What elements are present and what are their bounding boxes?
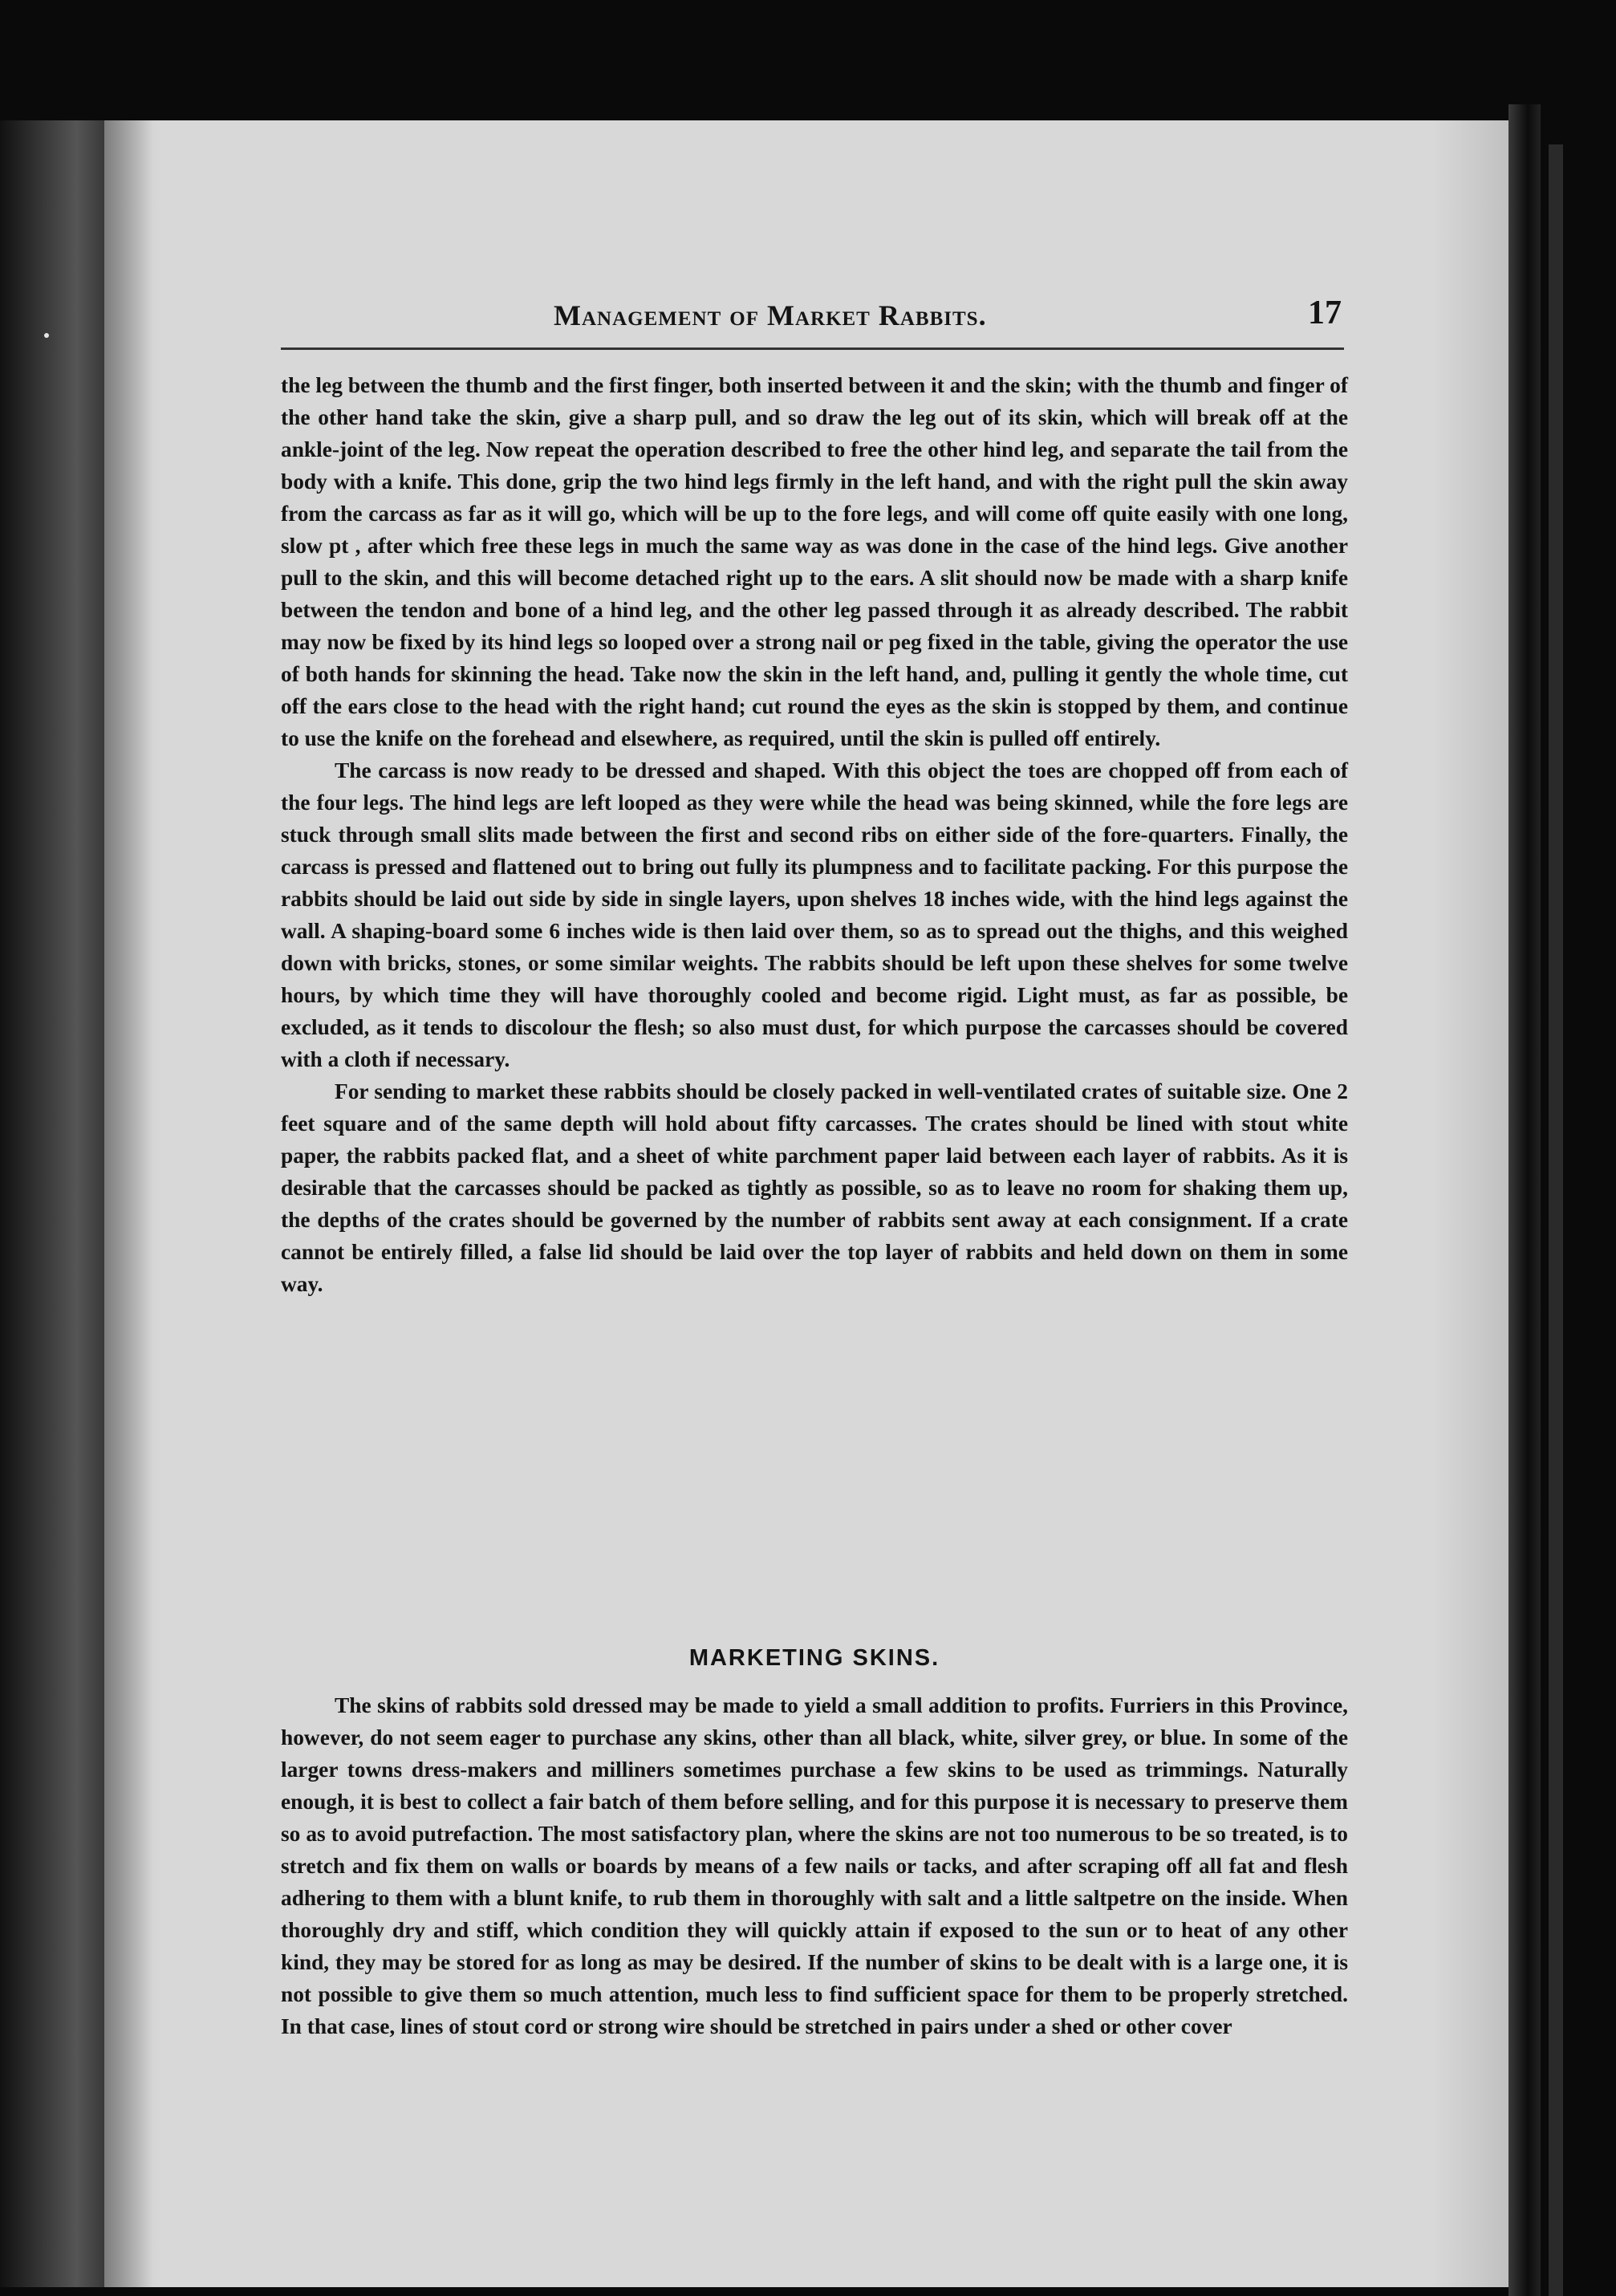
running-head: Management of Market Rabbits. — [554, 299, 987, 331]
paragraph-skinning-continued: the leg between the thumb and the first finger, both inserted between it and the skin; with the thumb and finger of the other hand take the skin, give a sharp pull, and so draw the leg out of its skin, which will break off at the ankle-joint of the leg. Now repeat the operation described to free the other hind leg, and separate the tail from the body with a knife. This done, grip the two hind legs firmly in the left hand, and with the right pull the skin away from the carcass as far as it will go, which will be up to the fore legs, and will come off quite easily with one long, slow pt , after which free these legs in much the same way as was done in the case of the hind legs. Give another pull to the skin, and this will become detached right up to the ears. A slit should now be made with a sharp knife between the tendon and bone of a hind leg, and the other leg passed through it as already described. The rabbit may now be fixed by its hind legs so looped over a strong nail or peg fixed in the table, giving the operator the use of both hands for skinning the head. Take now the skin in the left hand, and, pulling it gently the whole time, cut off the ears close to the head with the right hand; cut round the eyes as the skin is stopped by them, and continue to use the knife on the forehead and elsewhere, as required, until the skin is pulled off entirely. — [281, 373, 1348, 750]
paper-speck — [44, 333, 49, 338]
paragraph-marketing-skins: The skins of rabbits sold dressed may be made to yield a small addition to profits. Furriers in this Province, however, do not seem eager to purchase any skins, other than all black, white, silver grey, or blue. In some of the larger towns dress-makers and milliners sometimes purchase a few skins to be used as trimmings. Naturally enough, it is best to collect a fair batch of them before selling, and for this purpose it is necessary to preserve them so as to avoid putrefaction. The most satisfactory plan, where the skins are not too numerous to be so treated, is to stretch and fix them on walls or boards by means of a few nails or tacks, and after scraping off all fat and flesh adhering to them with a blunt knife, to rub them in thoroughly with salt and a little saltpetre on the inside. When thoroughly dry and stiff, which condition they will quickly attain if exposed to the sun or to heat of any other kind, they may be stored for as long as may be desired. If the number of skins to be dealt with is a large one, it is not possible to give them so much attention, much less to find sufficient space for them to be properly stretched. In that case, lines of stout cord or strong wire should be stretched in pairs under a shed or other cover — [281, 1693, 1348, 2038]
gutter-shadow — [0, 120, 152, 2287]
section-marketing-skins — [281, 1689, 1348, 2042]
header-rule — [281, 347, 1344, 350]
page-edge-shadow-inner — [1549, 144, 1563, 2296]
section-heading-marketing-skins: MARKETING SKINS. — [688, 1645, 940, 1671]
section-rabbit-dressing — [281, 369, 1348, 1300]
paragraph-packing-crates: For sending to market these rabbits should be closely packed in well-ventilated crates of suitable size. One 2 feet square and of the same depth will hold about fifty carcasses. The crates should be lined with stout white paper, the rabbits packed flat, and a sheet of white parchment paper laid between each layer of rabbits. As it is desirable that the carcasses should be packed as tightly as possible, so as to leave no room for shaking them up, the depths of the crates should be governed by the number of rabbits sent away at each consignment. If a crate cannot be entirely filled, a false lid should be laid over the top layer of rabbits and held down on them in some way. — [281, 1079, 1348, 1296]
page-number: 17 — [1308, 295, 1342, 331]
page-edge-shadow — [1508, 104, 1541, 2296]
paragraph-dressing-shaping: The carcass is now ready to be dressed and shaped. With this object the toes are chopped off from each of the four legs. The hind legs are left looped as they were while the head was being skinned, while the fore legs are stuck through small slits made between the first and second ribs on either side of the fore-quarters. Finally, the carcass is pressed and flattened out to bring out fully its plumpness and to facilitate packing. For this purpose the rabbits should be laid out side by side in single layers, upon shelves 18 inches wide, with the hind legs against the wall. A shaping-board some 6 inches wide is then laid over them, so as to spread out the thighs, and this weighed down with bricks, stones, or some similar weights. The rabbits should be left upon these shelves for some twelve hours, by which time they will have thoroughly cooled and become rigid. Light must, as far as possible, be excluded, as it tends to discolour the flesh; so also must dust, for which purpose the carcasses should be covered with a cloth if necessary. — [281, 758, 1348, 1071]
